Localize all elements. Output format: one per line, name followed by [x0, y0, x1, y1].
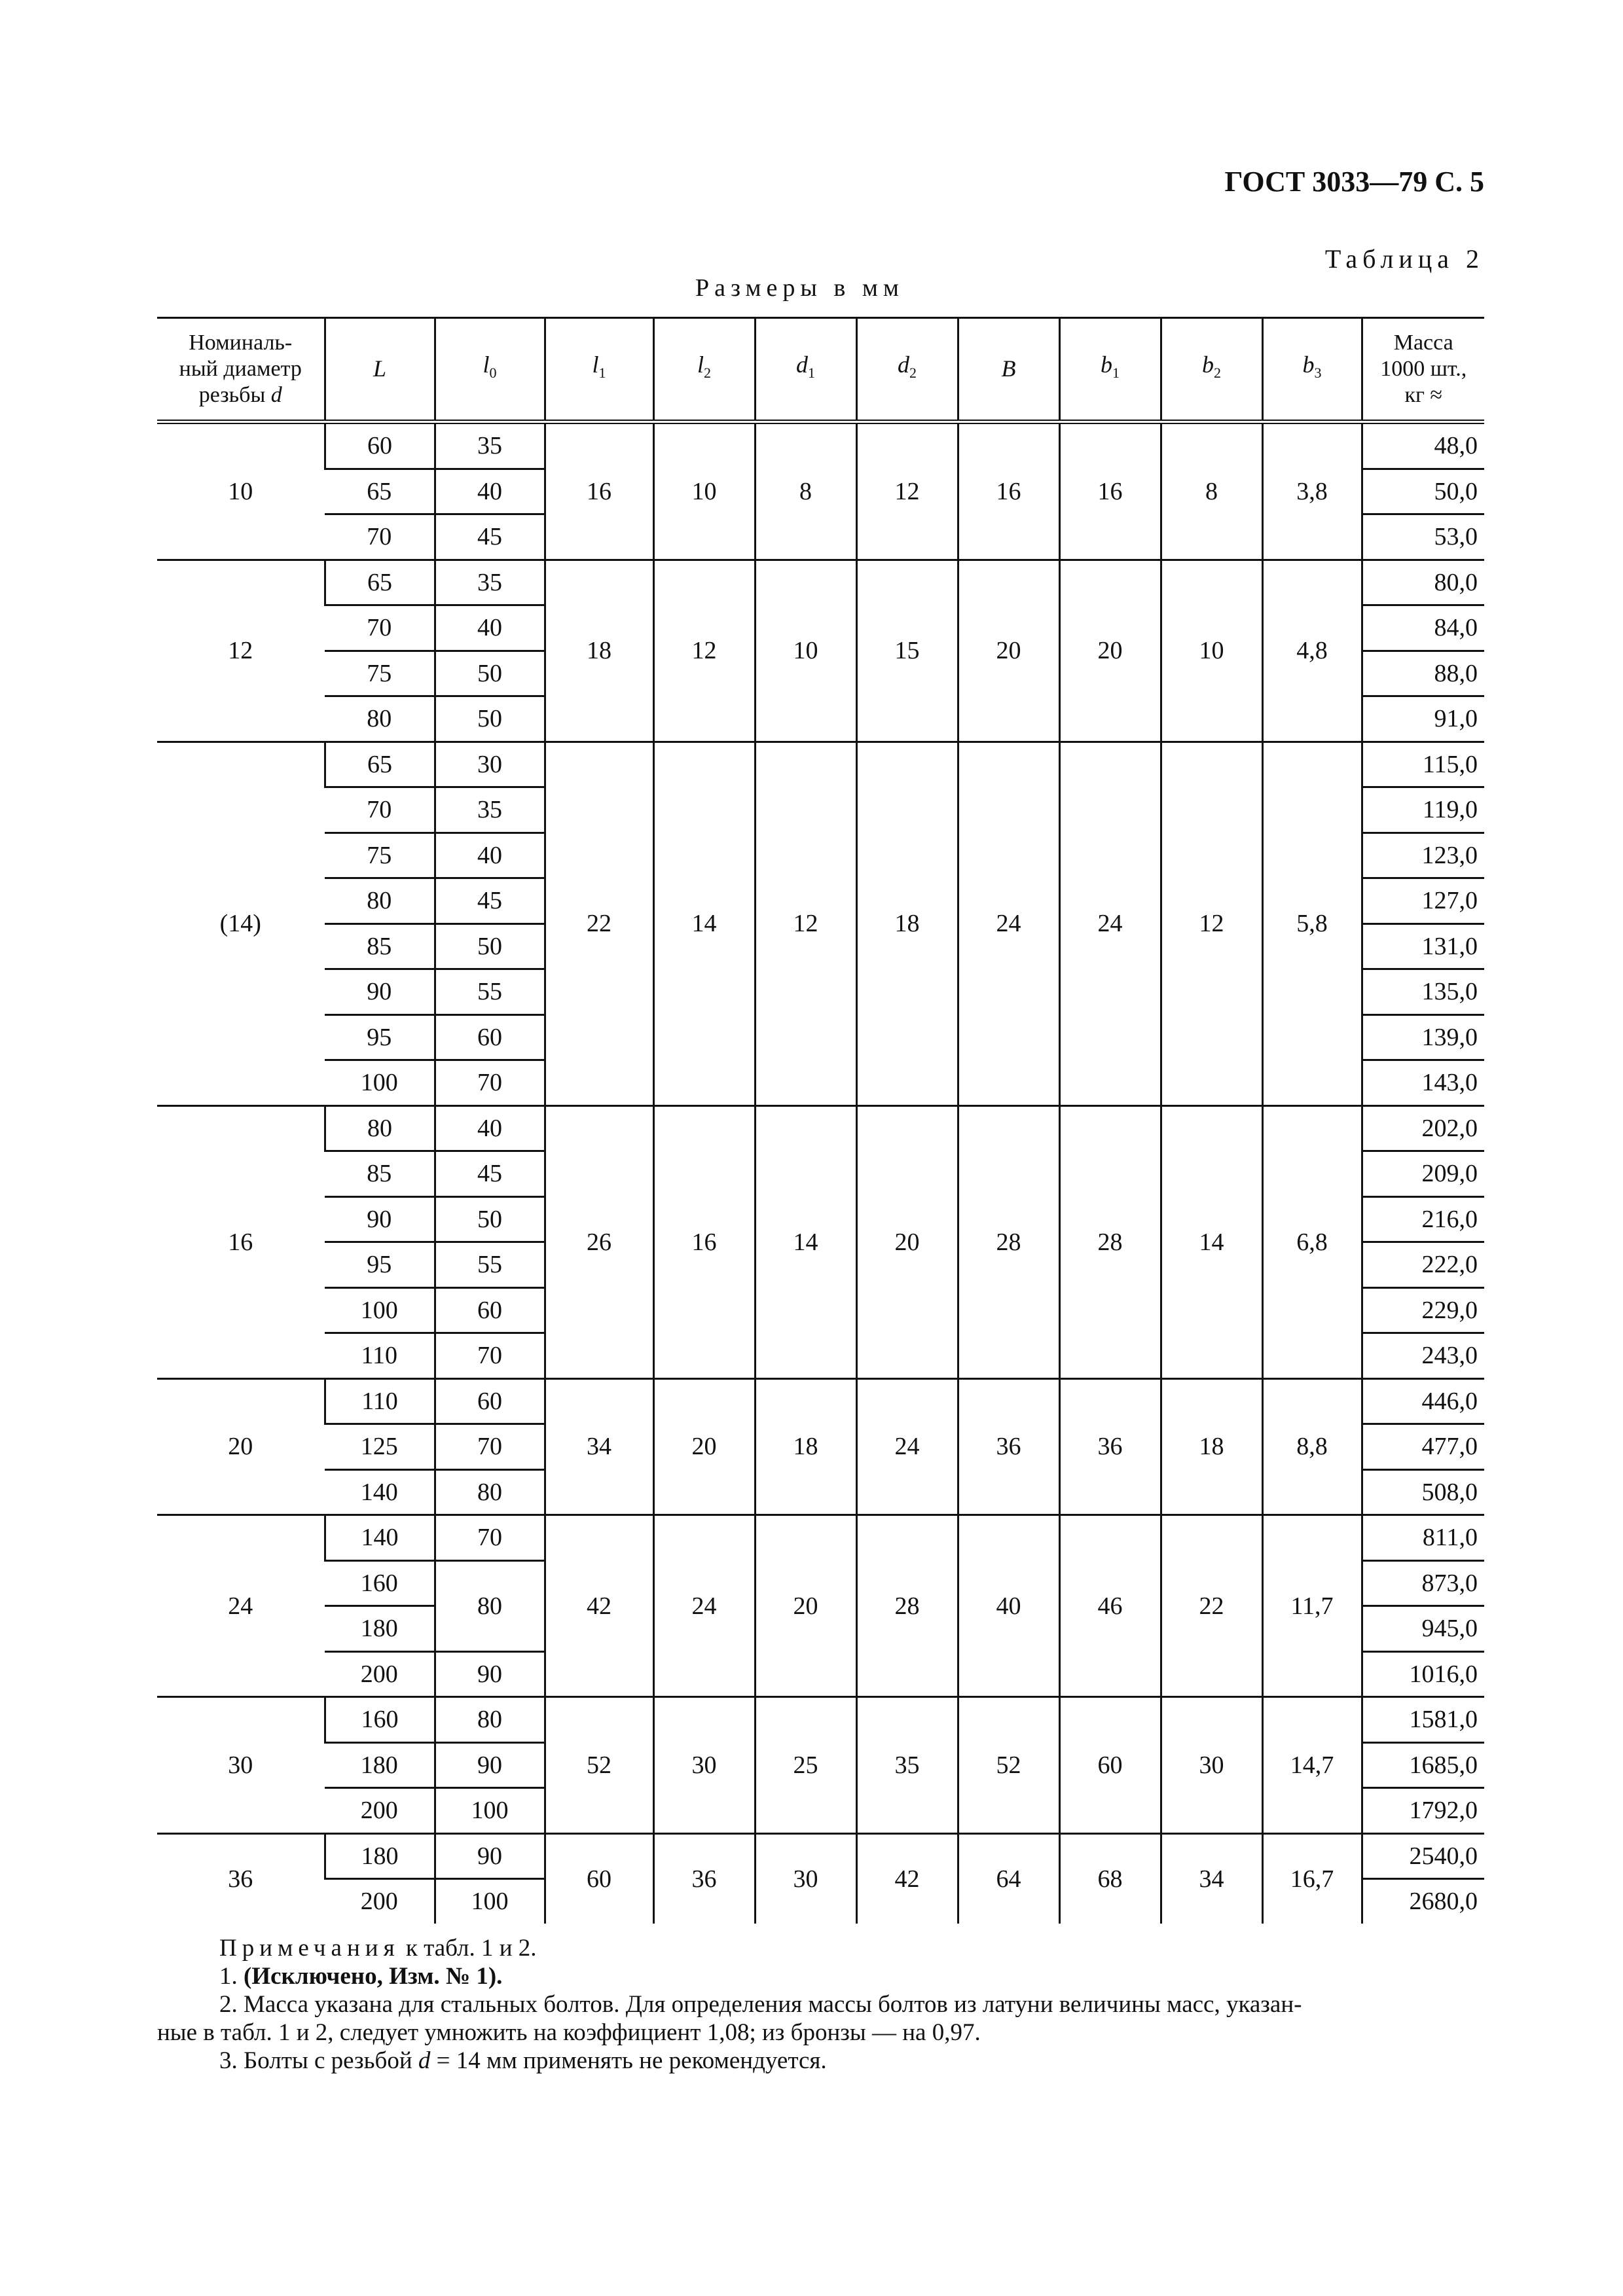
- cell-mass: 123,0: [1362, 833, 1484, 878]
- note-2-line2: ные в табл. 1 и 2, следует умножить на коэффициент 1,08; из бронзы — на 0,97.: [157, 2019, 981, 2046]
- cell-d1: 8: [755, 422, 856, 560]
- cell-mass: 222,0: [1362, 1242, 1484, 1288]
- header-d-line2: ный диаметр: [179, 357, 302, 381]
- note-1: [157, 1962, 1484, 1990]
- cell-b1: 24: [1059, 742, 1161, 1105]
- cell-mass: 2680,0: [1362, 1879, 1484, 1924]
- cell-mass: 945,0: [1362, 1606, 1484, 1652]
- cell-nominal-diameter: 12: [157, 560, 325, 742]
- notes-heading-word: Примечания: [219, 1935, 400, 1962]
- table-row: [157, 742, 1484, 787]
- header-d2-text: $d_2$: [898, 351, 917, 382]
- table-row: [157, 1105, 1484, 1151]
- header-d-line1: Номиналь-: [189, 331, 293, 355]
- cell-l0: 50: [435, 651, 545, 696]
- cell-b1: 60: [1059, 1697, 1161, 1834]
- units-label: Размеры в мм: [695, 274, 904, 302]
- cell-l0: 100: [435, 1879, 545, 1924]
- table-row: [157, 1515, 1484, 1561]
- table-row: [157, 1833, 1484, 1879]
- cell-l0: 90: [435, 1742, 545, 1788]
- cell-l0: 90: [435, 1651, 545, 1697]
- cell-mass: 202,0: [1362, 1105, 1484, 1151]
- cell-b2: 14: [1161, 1105, 1262, 1378]
- header-l2-text: $l_2$: [697, 351, 711, 382]
- cell-d2: 20: [856, 1105, 958, 1378]
- cell-l2: 14: [653, 742, 755, 1105]
- cell-l0: 60: [435, 1378, 545, 1424]
- cell-l0: 35: [435, 560, 545, 605]
- cell-mass: 80,0: [1362, 560, 1484, 605]
- cell-l0: 50: [435, 1196, 545, 1242]
- note-3-pre: 3. Болты с резьбой: [219, 2047, 418, 2074]
- cell-b2: 22: [1161, 1515, 1262, 1697]
- cell-b1: 68: [1059, 1833, 1161, 1924]
- cell-mass: 127,0: [1362, 878, 1484, 924]
- header-B-text: B: [1001, 355, 1016, 382]
- cell-l0: 60: [435, 1287, 545, 1333]
- table-header-row: [157, 318, 1484, 422]
- notes-block: [157, 1934, 1484, 2075]
- cell-d2: 15: [856, 560, 958, 742]
- cell-mass: 48,0: [1362, 422, 1484, 469]
- cell-b1: 20: [1059, 560, 1161, 742]
- cell-b2: 10: [1161, 560, 1262, 742]
- cell-b3: 11,7: [1262, 1515, 1362, 1697]
- cell-l0: 30: [435, 742, 545, 787]
- cell-l2: 16: [653, 1105, 755, 1378]
- table-row: [157, 1378, 1484, 1424]
- note-3-post: = 14 мм применять не рекомендуется.: [430, 2047, 827, 2074]
- cell-b2: 8: [1161, 422, 1262, 560]
- note-3-d: d: [418, 2047, 431, 2074]
- cell-l0: 40: [435, 833, 545, 878]
- cell-l0: 50: [435, 924, 545, 969]
- cell-L: 70: [325, 787, 435, 833]
- cell-d1: 20: [755, 1515, 856, 1697]
- cell-nominal-diameter: 16: [157, 1105, 325, 1378]
- cell-mass: 508,0: [1362, 1469, 1484, 1515]
- notes-heading-tail: к табл. 1 и 2.: [399, 1935, 537, 1962]
- cell-L: 65: [325, 469, 435, 514]
- header-d1-text: $d_1$: [796, 351, 815, 382]
- cell-d1: 18: [755, 1378, 856, 1515]
- header-l1: [545, 318, 653, 422]
- cell-mass: 115,0: [1362, 742, 1484, 787]
- cell-l2: 24: [653, 1515, 755, 1697]
- cell-l2: 30: [653, 1697, 755, 1834]
- cell-l1: 34: [545, 1378, 653, 1515]
- cell-L: 80: [325, 1105, 435, 1151]
- cell-L: 75: [325, 651, 435, 696]
- cell-l1: 16: [545, 422, 653, 560]
- cell-l2: 20: [653, 1378, 755, 1515]
- cell-mass: 135,0: [1362, 969, 1484, 1015]
- cell-l0: 45: [435, 1151, 545, 1197]
- header-l0: [435, 318, 545, 422]
- cell-d1: 30: [755, 1833, 856, 1924]
- cell-B: 20: [958, 560, 1059, 742]
- header-B: [958, 318, 1059, 422]
- cell-mass: 229,0: [1362, 1287, 1484, 1333]
- cell-L: 140: [325, 1515, 435, 1561]
- cell-mass: 50,0: [1362, 469, 1484, 514]
- cell-L: 85: [325, 1151, 435, 1197]
- cell-L: 180: [325, 1742, 435, 1788]
- cell-l0: 45: [435, 878, 545, 924]
- header-l2: [653, 318, 755, 422]
- cell-L: 125: [325, 1424, 435, 1470]
- cell-nominal-diameter: 24: [157, 1515, 325, 1697]
- header-b1: [1059, 318, 1161, 422]
- cell-L: 65: [325, 742, 435, 787]
- cell-l2: 12: [653, 560, 755, 742]
- cell-mass: 1016,0: [1362, 1651, 1484, 1697]
- header-d-line3: резьбы d: [198, 383, 282, 407]
- cell-b3: 8,8: [1262, 1378, 1362, 1515]
- cell-B: 52: [958, 1697, 1059, 1834]
- cell-mass: 91,0: [1362, 696, 1484, 742]
- cell-b2: 12: [1161, 742, 1262, 1105]
- cell-l0: 45: [435, 514, 545, 560]
- cell-l0: 55: [435, 969, 545, 1015]
- cell-mass: 139,0: [1362, 1014, 1484, 1060]
- cell-l2: 10: [653, 422, 755, 560]
- cell-mass: 131,0: [1362, 924, 1484, 969]
- note-3: [157, 2047, 1484, 2075]
- header-d1: [755, 318, 856, 422]
- cell-b3: 16,7: [1262, 1833, 1362, 1924]
- cell-mass: 1685,0: [1362, 1742, 1484, 1788]
- cell-L: 160: [325, 1697, 435, 1743]
- cell-L: 200: [360, 1797, 398, 1825]
- cell-L: 110: [325, 1378, 435, 1424]
- cell-d2: 12: [856, 422, 958, 560]
- cell-mass: 119,0: [1362, 787, 1484, 833]
- cell-l2: 36: [653, 1833, 755, 1924]
- cell-mass: 53,0: [1362, 514, 1484, 560]
- cell-d1: 14: [755, 1105, 856, 1378]
- cell-b2: 30: [1161, 1697, 1262, 1834]
- bolt-dimensions-table: [157, 317, 1484, 1924]
- cell-b1: 36: [1059, 1378, 1161, 1515]
- cell-l1: 42: [545, 1515, 653, 1697]
- cell-l0: 90: [435, 1833, 545, 1879]
- cell-l0: 40: [435, 1105, 545, 1151]
- cell-nominal-diameter: 20: [157, 1378, 325, 1515]
- cell-mass: 209,0: [1362, 1151, 1484, 1197]
- cell-b3: 4,8: [1262, 560, 1362, 742]
- cell-mass: 88,0: [1362, 651, 1484, 696]
- note-2-line1: 2. Масса указана для стальных болтов. Для определения массы болтов из латуни величины масс, указан-: [219, 1991, 1302, 2018]
- cell-L: 180: [325, 1833, 435, 1879]
- cell-L: 70: [367, 523, 392, 551]
- cell-mass: 1581,0: [1362, 1697, 1484, 1743]
- table-row: [157, 1697, 1484, 1743]
- cell-L: 200: [360, 1660, 398, 1688]
- header-mass-line1: Масса: [1393, 331, 1453, 355]
- cell-L: 100: [360, 1069, 398, 1097]
- cell-l0: 70: [435, 1515, 545, 1561]
- header-l1-text: $l_1$: [592, 351, 606, 382]
- cell-L: 80: [325, 878, 435, 924]
- cell-L: 200: [360, 1888, 398, 1916]
- cell-L: 90: [325, 969, 435, 1015]
- cell-d1: 25: [755, 1697, 856, 1834]
- cell-l1: 60: [545, 1833, 653, 1924]
- header-b2-text: $b_2$: [1202, 351, 1221, 382]
- cell-L: 140: [360, 1478, 398, 1506]
- note-1-num: 1.: [219, 1963, 244, 1990]
- cell-l0: 35: [435, 787, 545, 833]
- header-b3-text: $b_3$: [1302, 351, 1322, 382]
- cell-L: 70: [325, 605, 435, 651]
- header-b1-text: $b_1$: [1101, 351, 1120, 382]
- header-mass-line2: 1000 шт.,: [1380, 357, 1467, 381]
- header-d2: [856, 318, 958, 422]
- cell-mass: 84,0: [1362, 605, 1484, 651]
- cell-l0: 80: [435, 1697, 545, 1743]
- cell-b3: 6,8: [1262, 1105, 1362, 1378]
- cell-l0: 40: [435, 469, 545, 514]
- cell-l1: 18: [545, 560, 653, 742]
- header-mass-line3: кг ≈: [1404, 383, 1443, 407]
- note-1-text: (Исключено, Изм. № 1).: [244, 1963, 503, 1990]
- cell-L: 180: [325, 1606, 435, 1652]
- page-header: ГОСТ 3033—79 С. 5: [1224, 166, 1484, 198]
- cell-B: 36: [958, 1378, 1059, 1515]
- cell-l0: 60: [435, 1014, 545, 1060]
- cell-d2: 35: [856, 1697, 958, 1834]
- cell-mass: 477,0: [1362, 1424, 1484, 1470]
- cell-b3: 3,8: [1262, 422, 1362, 560]
- cell-l0: 70: [435, 1424, 545, 1470]
- cell-b1: 46: [1059, 1515, 1161, 1697]
- cell-l1: 22: [545, 742, 653, 1105]
- table-row: [157, 560, 1484, 605]
- cell-B: 16: [958, 422, 1059, 560]
- header-l0-text: $l_0$: [483, 351, 497, 382]
- cell-mass: 446,0: [1362, 1378, 1484, 1424]
- cell-L: 65: [325, 560, 435, 605]
- cell-d1: 12: [755, 742, 856, 1105]
- cell-nominal-diameter: 36: [157, 1833, 325, 1924]
- table-row: [157, 422, 1484, 469]
- cell-l0: 80: [435, 1560, 545, 1651]
- cell-b1: 16: [1059, 422, 1161, 560]
- cell-l0: 35: [435, 422, 545, 469]
- cell-L: 60: [325, 422, 435, 469]
- header-nominal-diameter: [157, 318, 325, 422]
- cell-L: 95: [325, 1014, 435, 1060]
- cell-mass: 811,0: [1362, 1515, 1484, 1561]
- cell-mass: 1792,0: [1362, 1788, 1484, 1834]
- cell-L: 75: [325, 833, 435, 878]
- cell-l1: 26: [545, 1105, 653, 1378]
- cell-l0: 100: [435, 1788, 545, 1834]
- cell-mass: 873,0: [1362, 1560, 1484, 1606]
- cell-L: 85: [325, 924, 435, 969]
- header-b2: [1161, 318, 1262, 422]
- table-label: Таблица 2: [1324, 244, 1484, 274]
- cell-nominal-diameter: 30: [157, 1697, 325, 1834]
- table-body: [157, 422, 1484, 1924]
- cell-l0: 80: [435, 1469, 545, 1515]
- cell-d2: 24: [856, 1378, 958, 1515]
- cell-d2: 28: [856, 1515, 958, 1697]
- cell-mass: 2540,0: [1362, 1833, 1484, 1879]
- cell-L: 90: [325, 1196, 435, 1242]
- cell-b2: 18: [1161, 1378, 1262, 1515]
- cell-l0: 70: [435, 1060, 545, 1106]
- cell-l0: 70: [435, 1333, 545, 1379]
- header-L: L: [325, 318, 435, 422]
- header-b3: [1262, 318, 1362, 422]
- cell-d2: 42: [856, 1833, 958, 1924]
- cell-L: 110: [361, 1342, 398, 1370]
- cell-B: 28: [958, 1105, 1059, 1378]
- cell-L: 100: [325, 1287, 435, 1333]
- cell-mass: 243,0: [1362, 1333, 1484, 1379]
- cell-mass: 143,0: [1362, 1060, 1484, 1106]
- cell-L: 80: [367, 705, 392, 733]
- cell-nominal-diameter: (14): [157, 742, 325, 1105]
- cell-l0: 40: [435, 605, 545, 651]
- cell-d1: 10: [755, 560, 856, 742]
- cell-b3: 5,8: [1262, 742, 1362, 1105]
- cell-l1: 52: [545, 1697, 653, 1834]
- cell-mass: 216,0: [1362, 1196, 1484, 1242]
- cell-l0: 50: [435, 696, 545, 742]
- header-mass: [1362, 318, 1484, 422]
- cell-l0: 55: [435, 1242, 545, 1288]
- cell-L: 160: [325, 1560, 435, 1606]
- cell-b2: 34: [1161, 1833, 1262, 1924]
- cell-b1: 28: [1059, 1105, 1161, 1378]
- cell-nominal-diameter: 10: [228, 477, 253, 505]
- cell-b3: 14,7: [1262, 1697, 1362, 1834]
- notes-heading: [157, 1934, 1484, 1962]
- cell-d2: 18: [856, 742, 958, 1105]
- cell-L: 95: [325, 1242, 435, 1288]
- cell-B: 40: [958, 1515, 1059, 1697]
- cell-B: 24: [958, 742, 1059, 1105]
- cell-B: 64: [958, 1833, 1059, 1924]
